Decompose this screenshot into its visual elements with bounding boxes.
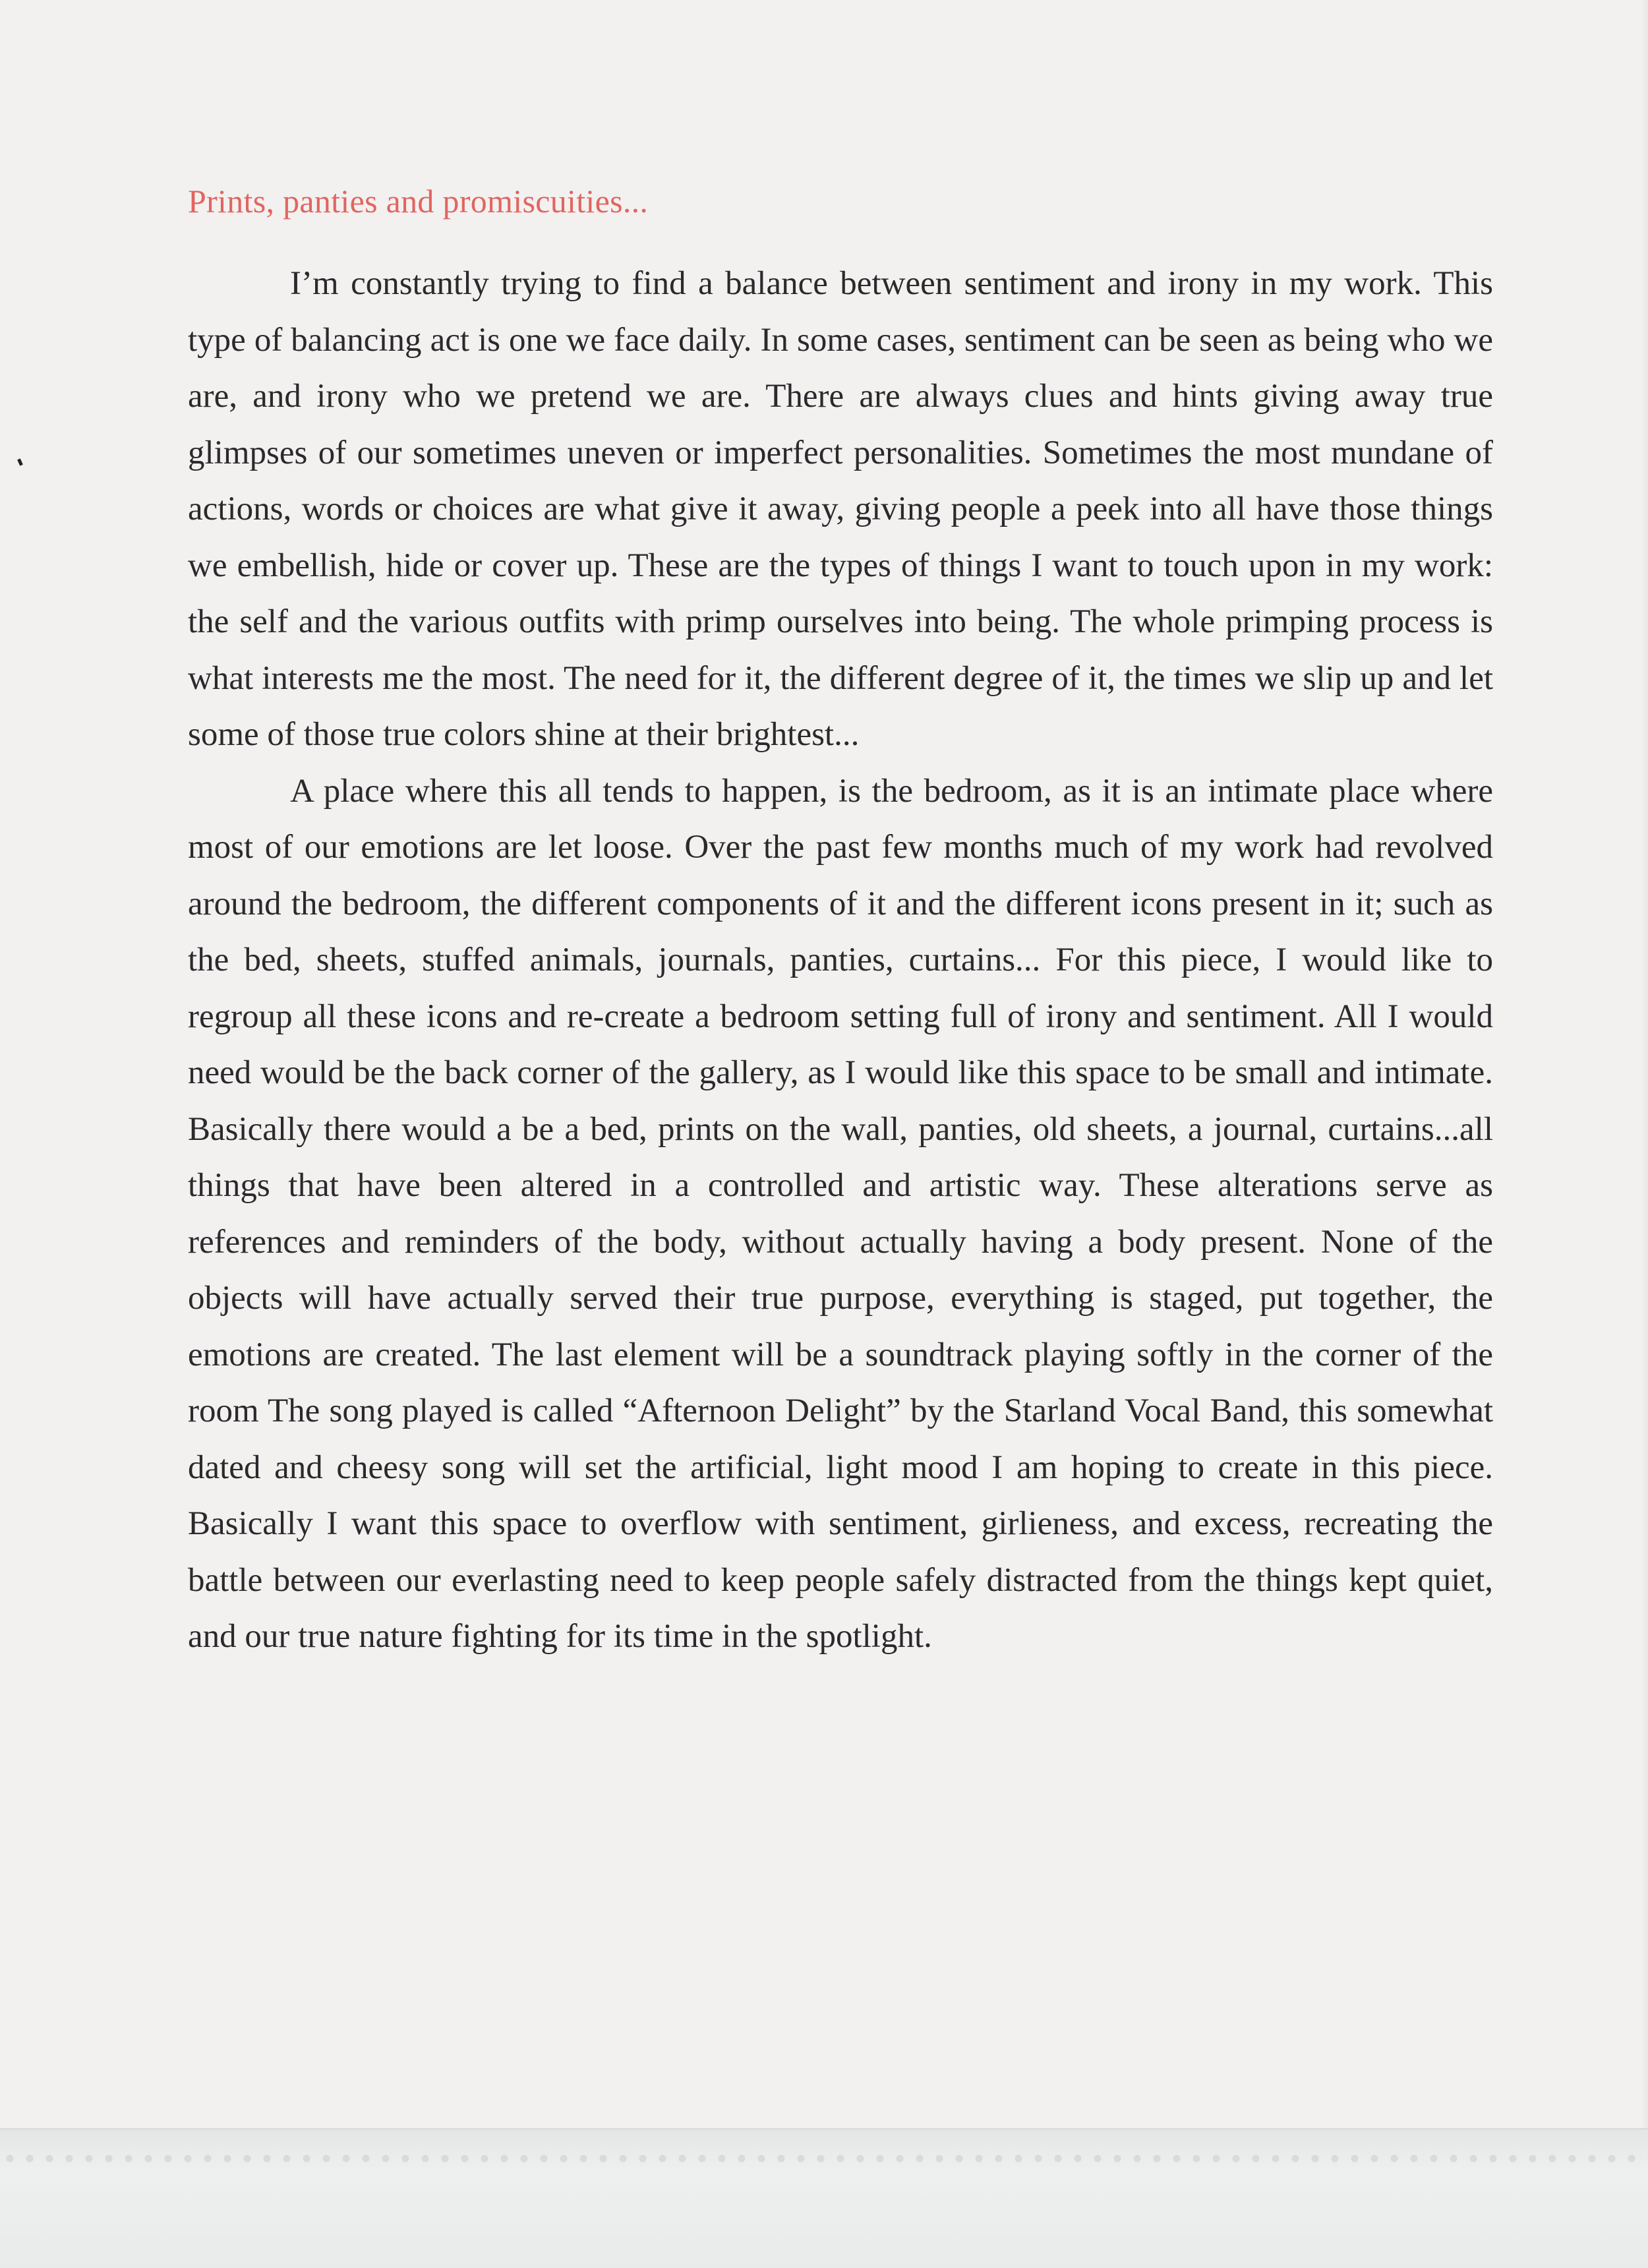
sleeve-perforations bbox=[0, 2153, 1648, 2164]
plastic-sleeve-edge bbox=[0, 2128, 1648, 2268]
paragraph-2: A place where this all tends to happen, is the bedroom, as it is an intimate place where most of our emotions are let loose. Over the past few months much of my work had revolved around the bedroom, the different components of it and the different icons present in it; such as the bed, sheets, stuffed animals, journals, panties, curtains... For this piece, I would like to regroup all these icons and re-create a bedroom setting full of irony and sentiment. All I would need would be the back corner of the gallery, as I would like this space to be small and intimate. Basically there would a be a bed, prints on the wall, panties, old sheets, a journal, curtains...all things that have been altered in a controlled and artistic way. These alterations serve as references and reminders of the body, without actually having a body present. None of the objects will have actually served their true purpose, everything is staged, put together, the emotions are created. The last element will be a soundtrack playing softly in the corner of the room The song played is called “Afternoon Delight” by the Starland Vocal Band, this somewhat dated and cheesy song will set the artificial, light mood I am hoping to create in this piece. Basically I want this space to overflow with sentiment, girlieness, and excess, recreating the battle between our everlasting need to keep people safely distracted from the things kept quiet, and our true nature fighting for its time in the spotlight. bbox=[188, 772, 1493, 1655]
paper-edge bbox=[1641, 0, 1648, 2130]
document-title: Prints, panties and promiscuities... bbox=[188, 183, 649, 220]
document-body bbox=[188, 185, 1493, 1665]
paragraph-1: I’m constantly trying to find a balance between sentiment and irony in my work. This type of balancing act is one we face daily. In some cases, sentiment can be seen as being who we are, and irony who we pretend we are. There are always clues and hints giving away true glimpses of our sometimes uneven or imperfect personalities. Sometimes the most mundane of actions, words or choices are what give it away, giving people a peek into all have those things we embellish, hide or cover up. These are the types of things I want to touch upon in my work: the self and the various outfits with primp ourselves into being. The whole primping process is what interests me the most. The need for it, the different degree of it, the times we slip up and let some of those true colors shine at their brightest... bbox=[188, 265, 1493, 753]
ink-speck bbox=[17, 458, 23, 465]
